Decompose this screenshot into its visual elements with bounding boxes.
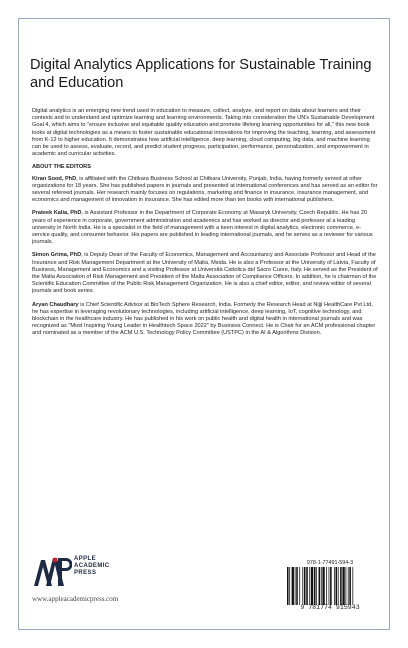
barcode-bar xyxy=(314,567,316,605)
isbn-barcode xyxy=(284,560,376,612)
barcode-bar xyxy=(319,567,321,605)
aap-logo-icon xyxy=(32,554,72,588)
editor-bio-text: is Chief Scientific Advisor at BioTech Sphere Research, India. Formerly the Research Head at Nijji HealthCare Pvt Ltd, he has expertise in leveraging revolutionary technologies, including artificial intelligence, deep learning, IoT, cognitive technology, and blockchain in the healthcare industry. He has published in his work on public health and digital health in international journals and was recognized as "Most Inspiring Young Leader in Healthtech Space 2022" by Business Connect. He is Chair for an ACM professional chapter and nominated as a member of the ACM U.S. Technology Policy Committee (USTPC) in the AI & Algorithms Division. xyxy=(32,301,376,337)
editor-bio-text: , is affiliated with the Chitkara Business School at Chitkara University, Punjab, India, having formerly served at other organizations for 18 years. She has published papers in journals and presented at international conferences and has served as an editor for several refereed journals. Her research mainly focuses on regulations, marketing and finance in insurance, insurance management, and economics and management of innovation in insurance. She has edited more than ten books with international publishers. xyxy=(32,175,378,204)
editor-bio-text: , is Deputy Dean of the Faculty of Economics, Management and Accountancy and Associate Professor and Head of the Insurance and Risk Management Department at the University of Malta, Msida. He is also a Professor at the University of Latvia, Faculty of Business, Management and Economics and a visiting Professor at Università Cattolica del Sacro Cuore, Italy. He served as the President of the Malta Association of Risk Management and President of the Malta Association of Compliance Officers. In addition, he is chairman of the Scientific Education Committee of the Public Risk Management Organization. He is also a chief editor, editor, and review editor of several journals and book series. xyxy=(32,252,378,295)
barcode-bar xyxy=(329,567,330,605)
editor-bio xyxy=(32,176,378,205)
editor-bio xyxy=(32,252,378,295)
editors-heading: ABOUT THE EDITORS xyxy=(32,164,91,171)
editor-name: Simon Grima, PhD xyxy=(32,252,82,259)
isbn-label: 978-1-77491-594-3 xyxy=(306,560,354,566)
publisher-logo xyxy=(32,554,142,594)
isbn-digits: 9 781774 915943 xyxy=(300,604,360,611)
barcode-bar xyxy=(342,567,344,605)
book-description: Digital analytics is an emerging new trend used in education to measure, collect, analyze, and report on data about learners and their contexts and to understand and optimize learning and learning environments. Taking into consideration the UN's Sustainable Development Goal 4, which aims to "ensure inclusive and equitable quality education and promote lifelong learning opportunities for all," this new book looks at digital technologies as a means to foster sustainable educational innovations for improving the teaching, learning, and assessment from K-12 to higher education. It demonstrates how artificial intelligence, deep learning, cloud computing, big data, and machine learning can be used to assess, evaluate, record, and predict student progress, participation, performance, personalization, and empowerment in academic and curricular activities. xyxy=(32,108,376,158)
barcode-bar xyxy=(292,567,294,605)
barcode-bar xyxy=(295,567,296,605)
barcode-bar xyxy=(346,567,347,605)
barcode-bar xyxy=(311,567,313,605)
barcode-bar xyxy=(309,567,310,605)
publisher-name-line: APPLE xyxy=(74,556,97,562)
publisher-name xyxy=(74,556,110,577)
publisher-name-line: PRESS xyxy=(74,570,97,576)
barcode-bar xyxy=(302,567,303,605)
cover-text xyxy=(32,108,378,344)
barcode-bar xyxy=(326,567,327,605)
barcode-bar xyxy=(338,567,339,605)
editor-name: Kiran Sood, PhD xyxy=(32,175,77,182)
barcode-bar xyxy=(287,567,289,605)
barcode-bar xyxy=(304,567,306,605)
barcode-bar xyxy=(321,567,322,605)
barcode-bar xyxy=(340,567,342,605)
barcode-bar xyxy=(348,567,349,605)
barcode-bar xyxy=(334,567,335,605)
barcode-bar xyxy=(299,567,300,605)
editor-bio xyxy=(32,210,378,246)
barcode-bar xyxy=(289,567,290,605)
barcode-bar xyxy=(296,567,298,605)
editor-name: Prateek Kalia, PhD xyxy=(32,210,82,217)
editor-name: Aryan Chaudhary xyxy=(32,301,79,308)
barcode-icon xyxy=(284,567,376,605)
publisher-website[interactable]: www.appleacademicpress.com xyxy=(32,595,119,603)
book-title: Digital Analytics Applications for Sustainable Training and Education xyxy=(30,57,372,91)
editor-bio-text: , is Assistant Professor in the Department of Corporate Economy at Masaryk University, Czech Republic. He has 20 years of experience in corporate, government administration and academics and has worked as director and professor at a leading university in North India. He is a specialist in the field of management with a keen interest in digital analytics, electronic commerce, e-service quality, and consumer behavior. His papers are published in leading international journals, and he serves as a reviewer for various journals. xyxy=(32,210,373,246)
barcode-bar xyxy=(306,567,308,605)
barcode-bar xyxy=(352,567,353,605)
barcode-bar xyxy=(330,567,332,605)
barcode-bar xyxy=(336,567,338,605)
publisher-name-line: ACADEMIC xyxy=(74,563,110,569)
barcode-bar xyxy=(316,567,317,605)
barcode-bar xyxy=(322,567,324,605)
barcode-bar xyxy=(349,567,351,605)
editor-bio xyxy=(32,302,378,338)
